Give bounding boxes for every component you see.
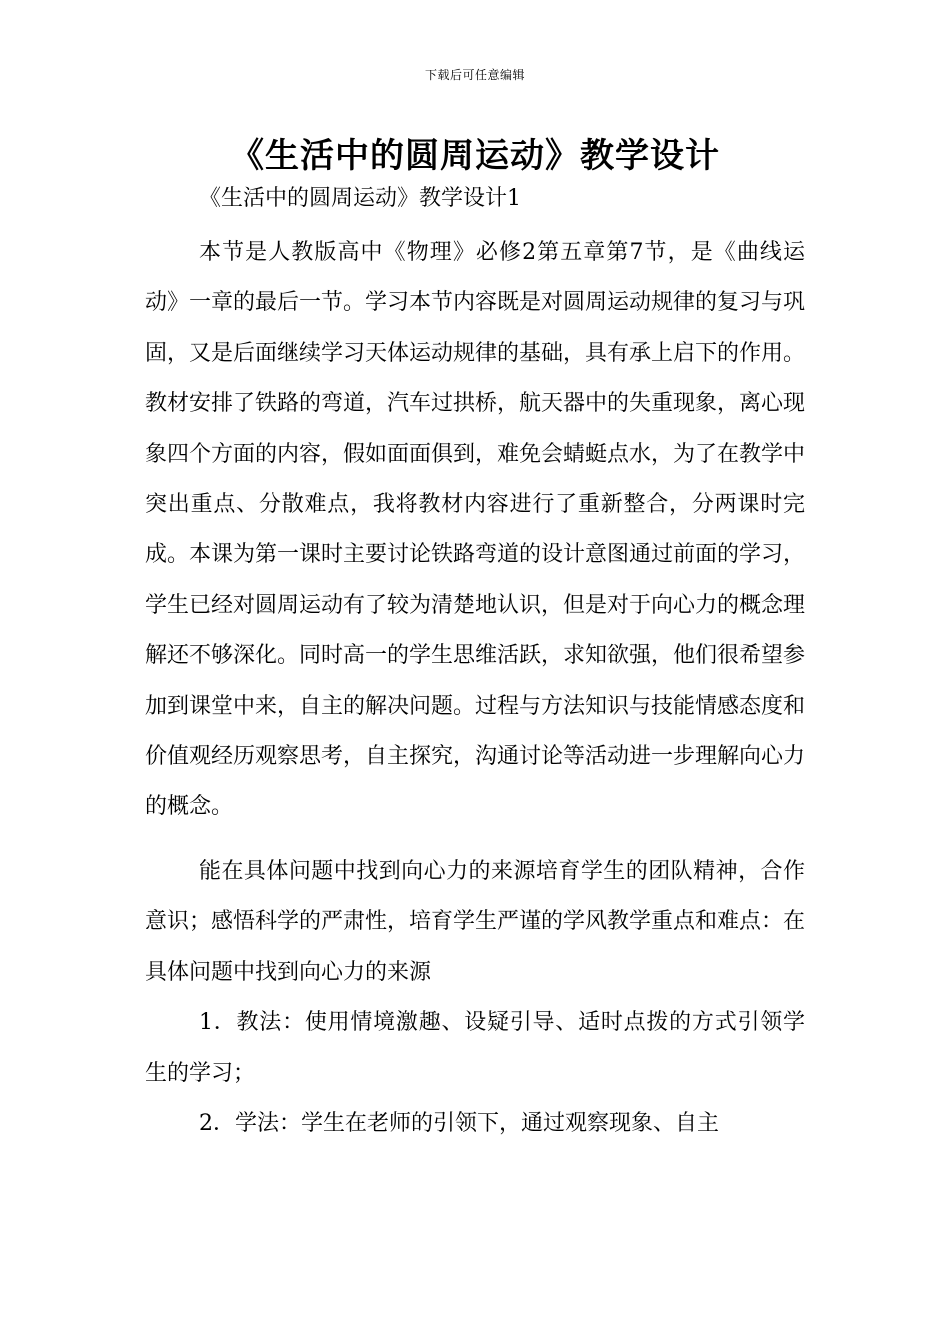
header-note: 下载后可任意编辑 xyxy=(424,68,525,82)
paragraph-4: 2．学法：学生在老师的引领下，通过观察现象、自主 xyxy=(199,1110,719,1136)
document-title: 《生活中的圆周运动》教学设计 xyxy=(230,136,720,176)
document-body xyxy=(145,180,805,1149)
document-subtitle: 《生活中的圆周运动》教学设计1 xyxy=(199,186,521,211)
paragraph-1: 本节是人教版高中《物理》必修2第五章第7节，是《曲线运动》一章的最后一节。学习本节内容既是对圆周运动规律的复习与巩固，又是后面继续学习天体运动规律的基础，具有承上启下的作用。教材安排了铁路的弯道，汽车过拱桥，航天器中的失重现象，离心现象四个方面的内容，假如面面俱到，难免会蜻蜓点水，为了在教学中突出重点、分散难点，我将教材内容进行了重新整合，分两课时完成。本课为第一课时主要讨论铁路弯道的设计意图通过前面的学习，学生已经对圆周运动有了较为清楚地认识，但是对于向心力的概念理解还不够深化。同时高一的学生思维活跃，求知欲强，他们很希望参加到课堂中来，自主的解决问题。过程与方法知识与技能情感态度和价值观经历观察思考，自主探究，沟通讨论等活动进一步理解向心力的概念。 xyxy=(145,240,806,820)
paragraph-2: 能在具体问题中找到向心力的来源培育学生的团队精神，合作意识；感悟科学的严肃性，培育学生严谨的学风教学重点和难点：在具体问题中找到向心力的来源 xyxy=(145,858,806,985)
paragraph-3: 1．教法：使用情境激趣、设疑引导、适时点拨的方式引领学生的学习； xyxy=(145,1010,805,1086)
